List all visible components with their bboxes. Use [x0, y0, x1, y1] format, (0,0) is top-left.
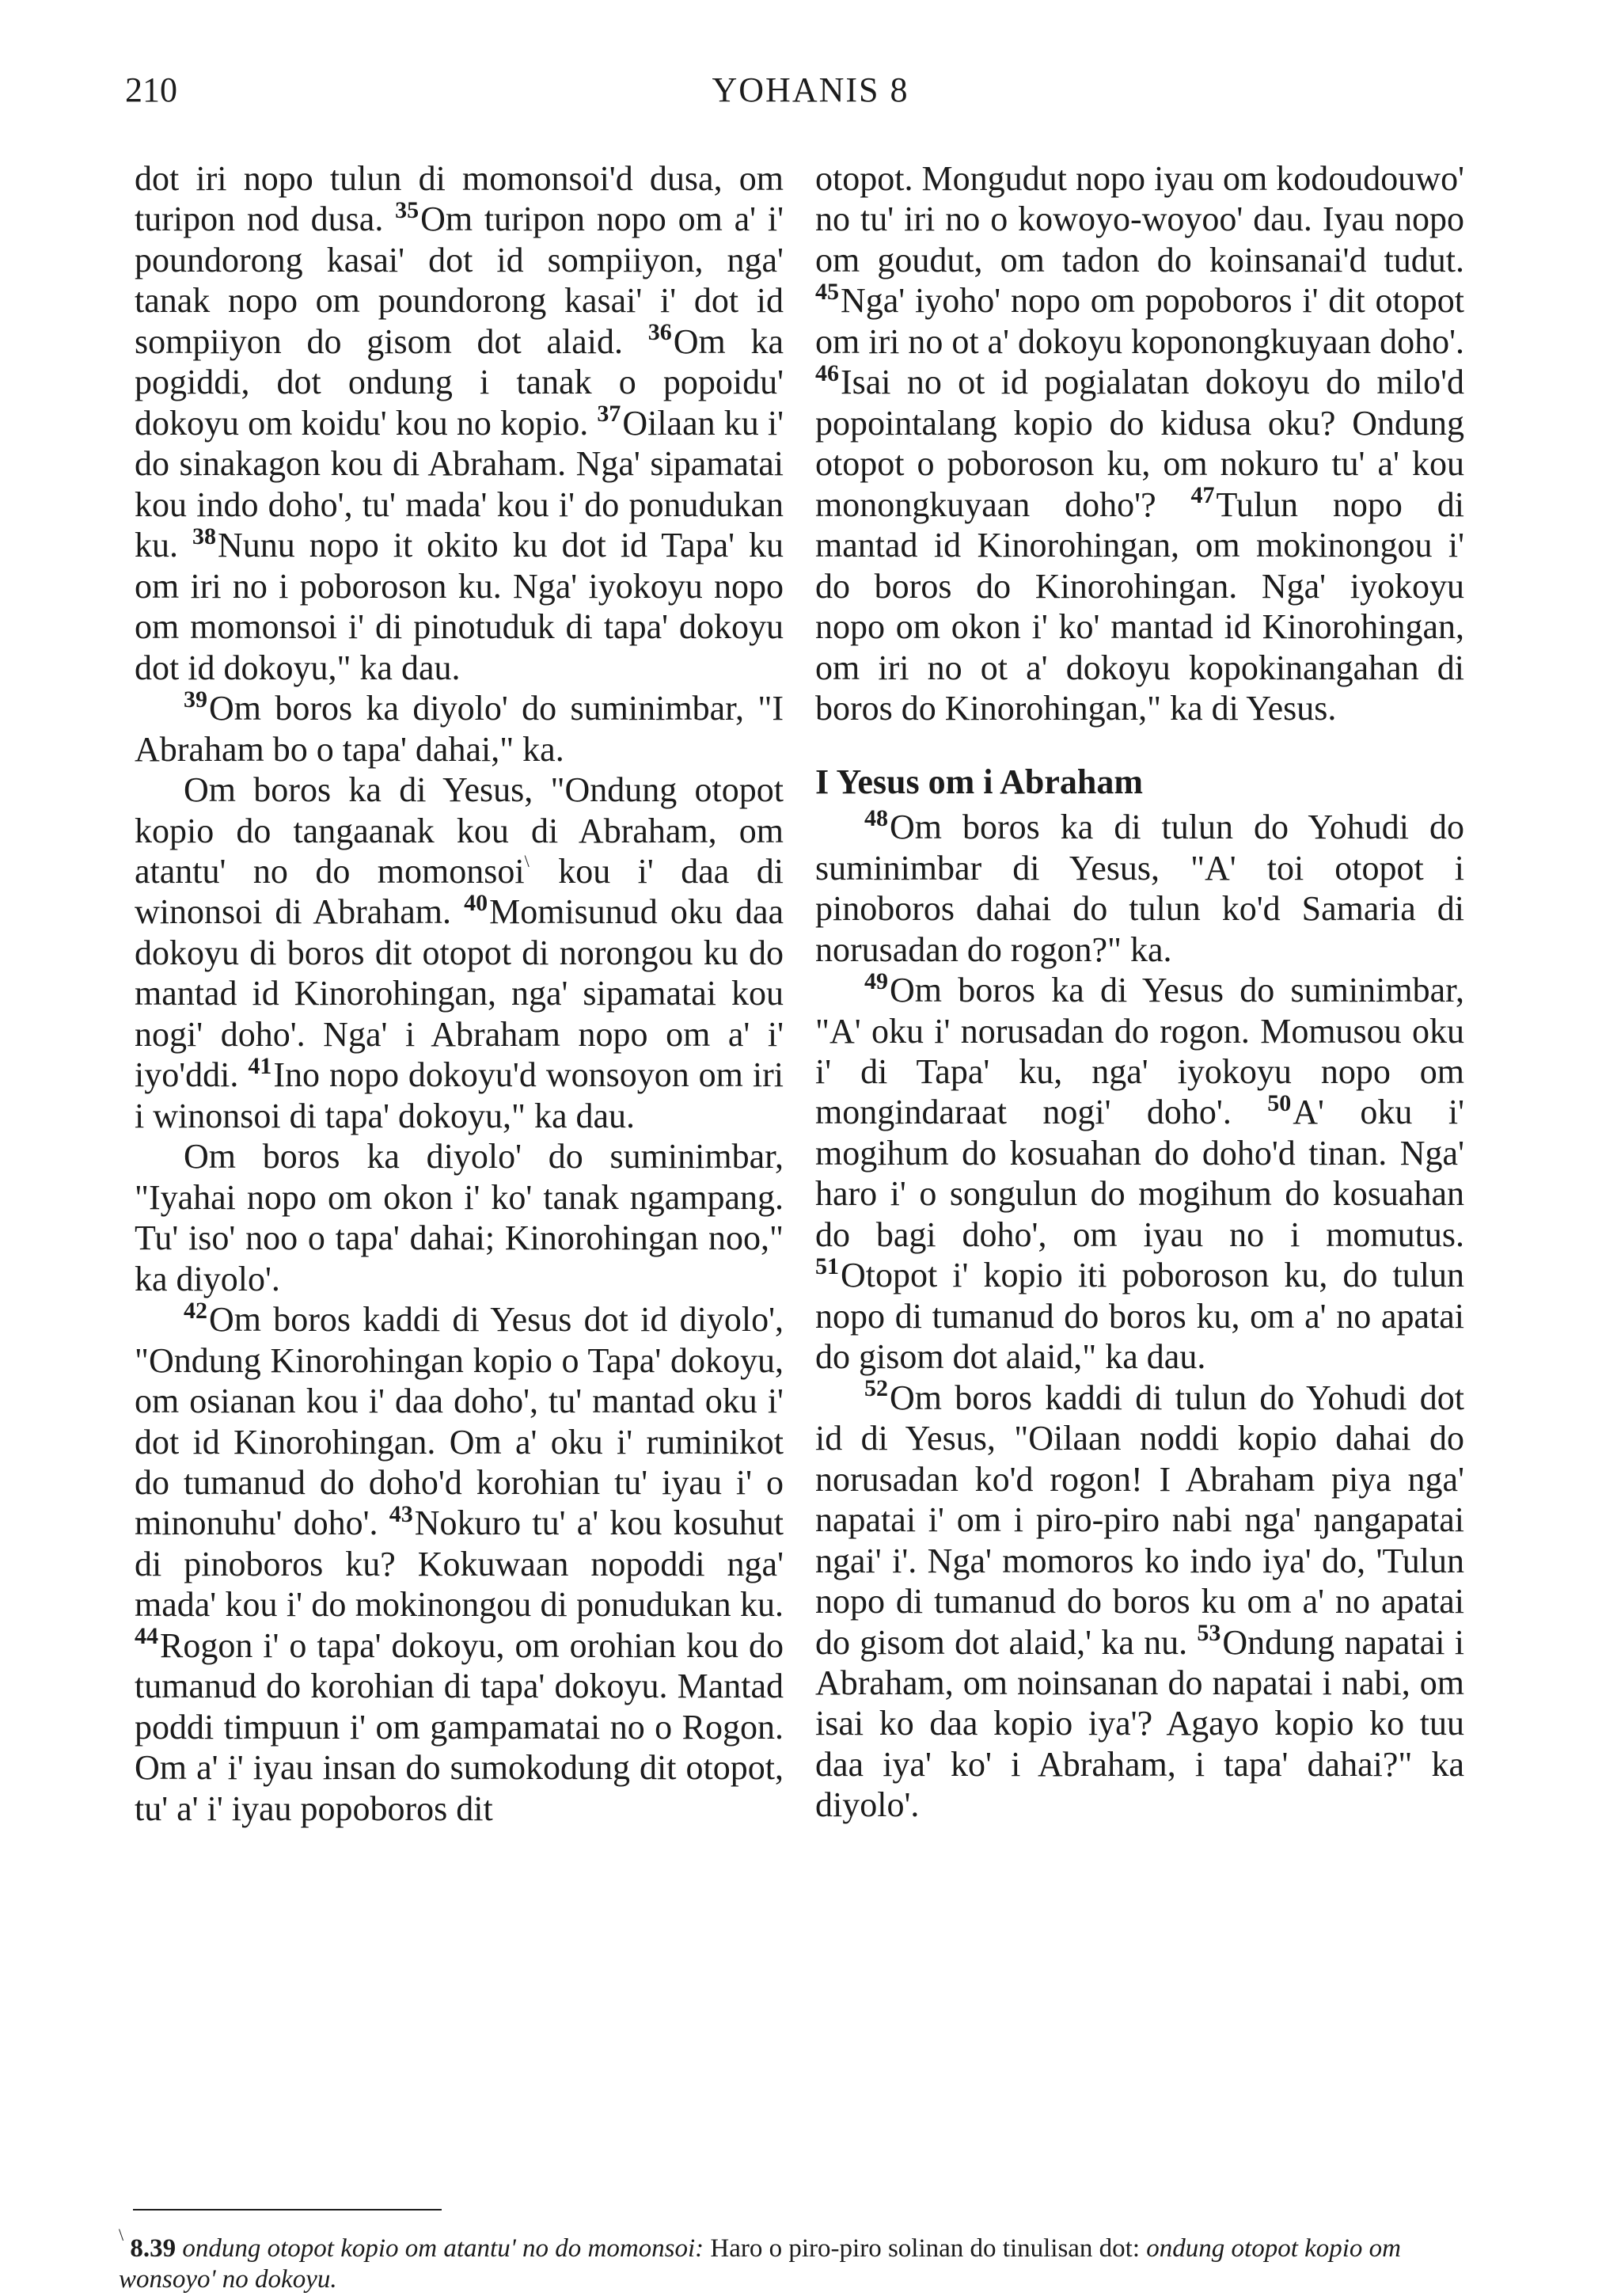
footnote-text: Haro o piro-piro solinan do tinulisan dot: — [704, 2233, 1147, 2263]
paragraph: dot iri nopo tulun di momonsoi'd dusa, om turipon nod dusa. $^{35}$Om turipon nopo om a' i' poundorong kasai' dot id sompiiyon, nga' tanak nopo om poundorong kasai' i' dot id sompiiyon do gisom dot alaid. $^{36}$Om ka pogiddi, dot ondung i tanak o popoidu' dokoyu om koidu' kou no kopio. $^{37}$Oilaan ku i' do sinakagon kou di Abraham. Nga' sipamatai kou indo doho', tu' mada' kou i' do ponudukan ku. $^{38}$Nunu nopo it okito ku dot id Tapa' ku om iri no i poboroson ku. Nga' iyokoyu nopo om momonsoi i' di pinotuduk di tapa' dokoyu dot id dokoyu," ka dau. — [135, 159, 784, 687]
verse-number: 42 — [184, 1297, 207, 1324]
paragraph: $^{49}$Om boros ka di Yesus do suminimbar, "A' oku i' norusadan do rogon. Momusou oku i' di Tapa' ku, nga' iyokoyu nopo om mongindaraat nogi' doho'. $^{50}$A' oku i' mogihum do kosuahan do doho'd tinan. Nga' haro i' o songulun do mogihum do kosuahan do bagi doho', om iyau no i momutus. $^{51}$Otopot i' kopio iti poboroson ku, do tulun nopo di tumanud do boros ku, om a' no apatai do gisom dot alaid," ka dau. — [815, 967, 1464, 1377]
left-column — [135, 158, 784, 1829]
footnote — [119, 2225, 1504, 2296]
verse-number: 43 — [389, 1500, 413, 1527]
paragraph: Om boros ka diyolo' do suminimbar, "Iyahai nopo om okon i' ko' tanak ngampang. Tu' iso' noo o tapa' dahai; Kinorohingan noo," ka diyolo'. — [135, 1137, 784, 1298]
verse-number: 35 — [395, 196, 419, 223]
right-column — [815, 158, 1464, 1826]
footnote-alt-reading: ondung otopot kopio om wonsoyo' no dokoyu. — [119, 2233, 1402, 2294]
paragraph: $^{39}$Om boros ka diyolo' do suminimbar, "I Abraham bo o tapa' dahai," ka. — [135, 686, 784, 769]
verse-number: 52 — [864, 1375, 888, 1402]
footnote-rule — [133, 2209, 442, 2210]
section-heading: I Yesus om i Abraham — [815, 762, 1143, 801]
page-number: 210 — [125, 70, 177, 109]
footnote-marker: \ — [119, 2225, 124, 2245]
paragraph: $^{48}$Om boros ka di tulun do Yohudi do suminimbar di Yesus, "A' toi otopot i pinoboros dahai do tulun ko'd Samaria di norusadan do rogon?" ka. — [815, 804, 1464, 969]
footnote-quote: ondung otopot kopio om atantu' no do momonsoi: — [182, 2233, 704, 2263]
verse-number: 51 — [815, 1253, 839, 1279]
paragraph: otopot. Mongudut nopo iyau om kodoudouwo' no tu' iri no o kowoyo-woyoo' dau. Iyau nopo om goudut, om tadon do koinsanai'd tudut. $^{45}$Nga' iyoho' nopo om popoboros i' dit otopot om iri no ot a' dokoyu koponongkuyaan doho'. $^{46}$Isai no ot id pogialatan dokoyu do milo'd popointalang kopio do kidusa oku? Ondung otopot o poboroson ku, om nokuro tu' a' kou monongkuyaan doho'? $^{47}$Tulun nopo di mantad id Kinorohingan, om mokinongou i' do boros do Kinorohingan. Nga' iyokoyu nopo om okon i' ko' mantad id Kinorohingan, om iri no ot a' dokoyu kopokinangahan di boros do Kinorohingan," ka di Yesus. — [815, 159, 1464, 728]
verse-number: 48 — [864, 804, 888, 831]
verse-number: 46 — [815, 359, 839, 386]
footnote-reference: 8.39 — [130, 2233, 177, 2263]
verse-number: 38 — [192, 523, 216, 549]
verse-number: 53 — [1197, 1620, 1221, 1647]
running-head: YOHANIS 8 — [712, 70, 909, 109]
verse-number: 41 — [248, 1052, 272, 1079]
verse-number: 40 — [464, 889, 488, 916]
verse-number: 50 — [1267, 1089, 1292, 1116]
paragraph: $^{42}$Om boros kaddi di Yesus dot id diyolo', "Ondung Kinorohingan kopio o Tapa' dokoyu, om osianan kou i' daa doho', tu' mantad oku i' dot id Kinorohingan. Om a' oku i' ruminikot do tumanud do doho'd korohian tu' iyau i' o minonuhu' doho'. $^{43}$Nokuro tu' a' kou kosuhut di pinoboros ku? Kokuwaan nopoddi nga' mada' kou i' do mokinongou di ponudukan ku. $^{44}$Rogon i' o tapa' dokoyu, om orohian kou do tumanud do korohian di tapa' dokoyu. Mantad poddi timpuun i' om gampamatai no o Rogon. Om a' i' iyau insan do sumokodung dit otopot, tu' a' i' iyau popoboros dit — [135, 1297, 784, 1828]
verse-number: 49 — [864, 967, 888, 994]
verse-number: 47 — [1190, 482, 1215, 509]
footnote-marker: \ — [524, 851, 530, 872]
verse-number: 45 — [815, 278, 839, 305]
paragraph: $^{52}$Om boros kaddi di tulun do Yohudi dot id di Yesus, "Oilaan noddi kopio dahai do norusadan ko'd rogon! I Abraham piya nga' napatai i' om i piro-piro nabi nga' ŋangapatai ngai' i'. Nga' momoros ko indo iya' do, 'Tulun nopo di tumanud do boros ku om a' no apatai do gisom dot alaid,' ka nu. $^{53}$Ondung napatai i Abraham, om noinsanan do napatai i nabi, om isai ko daa kopio iya'? Agayo kopio ko tuu daa iya' ko' i Abraham, i tapa' dahai?" ka diyolo'. — [815, 1375, 1464, 1825]
verse-number: 36 — [647, 319, 672, 346]
verse-number: 37 — [597, 401, 621, 428]
verse-number: 44 — [135, 1623, 158, 1650]
verse-number: 39 — [184, 686, 207, 713]
paragraph: Om boros ka di Yesus, "Ondung otopot kopio do tangaanak kou di Abraham, om atantu' no do momonsoi\ kou i' daa di winonsoi di Abraham. $^{40}$Momisunud oku daa dokoyu di boros dit otopot di norongou ku do mantad id Kinorohingan, nga' sipamatai kou nogi' doho'. Nga' i Abraham nopo om a' i' iyo'ddi. $^{41}$Ino nopo dokoyu'd wonsoyon om iri i winonsoi di tapa' dokoyu," ka dau. — [135, 770, 784, 1135]
